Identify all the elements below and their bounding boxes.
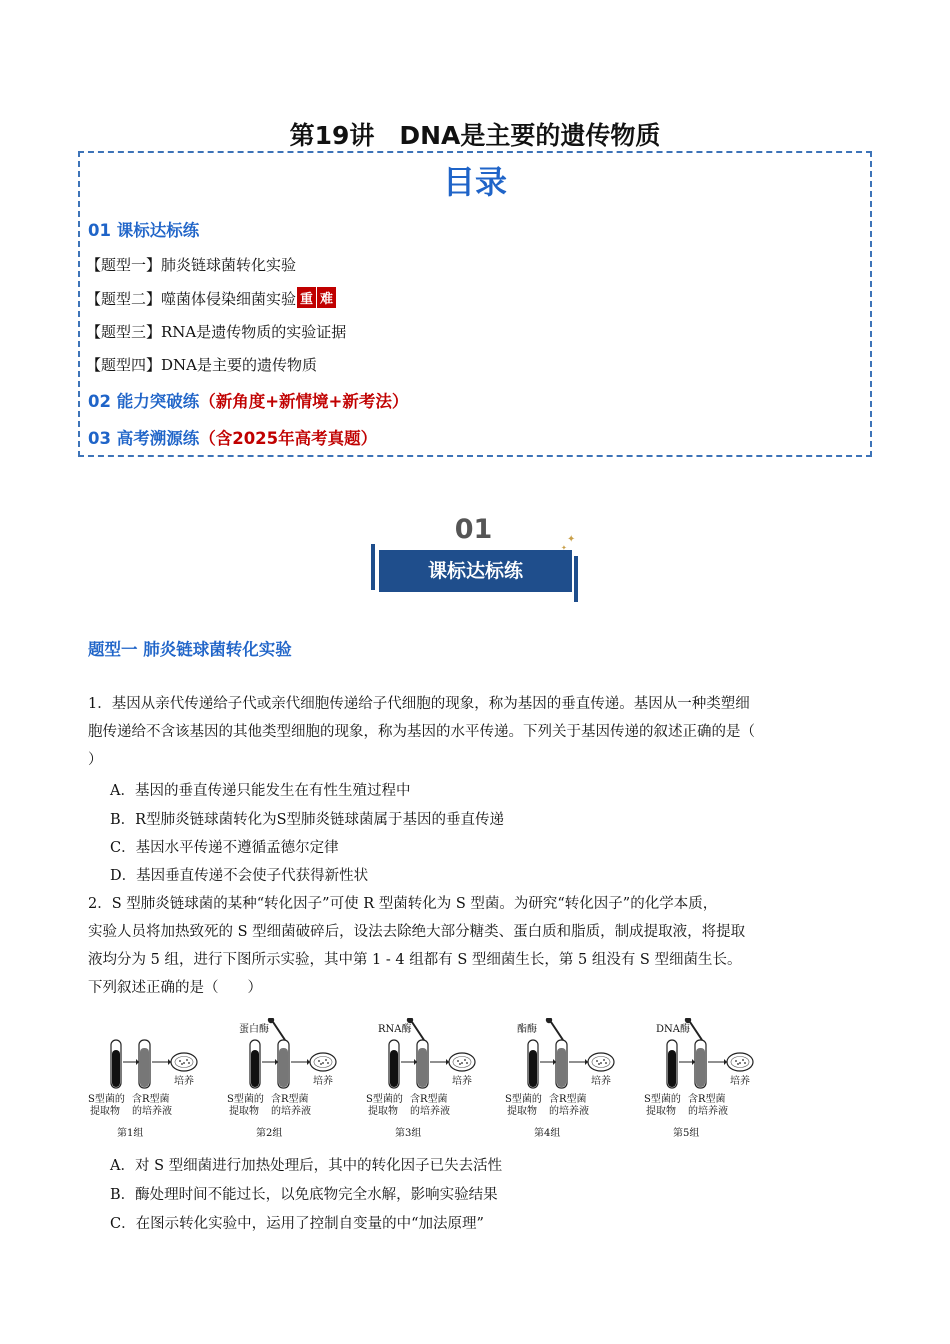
- bacteria-colony: [322, 1062, 324, 1064]
- toc-item-1[interactable]: 【题型一】肺炎链球菌转化实验: [86, 256, 297, 274]
- culture-liquid: [696, 1048, 705, 1087]
- toc-item-4[interactable]: 【题型四】DNA是主要的遗传物质: [86, 356, 317, 374]
- culture-label: 培养: [313, 1076, 333, 1087]
- group-label: 第1组: [117, 1128, 144, 1139]
- culture-medium-label-1: 含R型菌: [271, 1094, 309, 1105]
- extract-liquid: [668, 1050, 676, 1087]
- culture-medium-label-1: 含R型菌: [132, 1094, 170, 1105]
- culture-medium-label-1: 含R型菌: [688, 1094, 726, 1105]
- experiment-diagram: [86, 1018, 766, 1146]
- group-label: 第4组: [534, 1128, 561, 1139]
- page-title: 第19讲 DNA是主要的遗传物质: [289, 121, 661, 150]
- group-label: 第3组: [395, 1128, 422, 1139]
- bacteria-colony: [181, 1063, 183, 1065]
- banner-number: 01: [454, 514, 493, 545]
- bacteria-colony: [744, 1062, 746, 1064]
- bacteria-colony: [459, 1063, 461, 1065]
- question-2-line-1: 2．S 型肺炎链球菌的某种“转化因子”可使 R 型菌转化为 S 型菌。为研究“转化因子”的化学本质，: [88, 896, 718, 912]
- enzyme-label: 蛋白酶: [239, 1024, 269, 1035]
- extract-liquid: [251, 1050, 259, 1087]
- toc-section-1[interactable]: 01 课标达标练: [88, 221, 200, 240]
- bacteria-colony: [464, 1059, 466, 1061]
- culture-label: 培养: [730, 1076, 750, 1087]
- bacteria-colony: [327, 1062, 329, 1064]
- bacteria-colony: [596, 1060, 598, 1062]
- extract-label-1: S型菌的: [366, 1094, 403, 1105]
- extract-liquid: [529, 1050, 537, 1087]
- bacteria-colony: [186, 1059, 188, 1061]
- culture-medium-label-2: 的培养液: [688, 1106, 728, 1117]
- dropper-icon: [412, 1022, 424, 1040]
- bacteria-colony: [742, 1059, 744, 1061]
- culture-medium-label-2: 的培养液: [410, 1106, 450, 1117]
- difficulty-badge-nan: 难: [317, 287, 336, 308]
- bacteria-colony: [179, 1060, 181, 1062]
- question-2-option-a[interactable]: A．对 S 型细菌进行加热处理后，其中的转化因子已失去活性: [110, 1158, 503, 1174]
- question-1-line-3: ）: [88, 752, 103, 768]
- culture-label: 培养: [591, 1076, 611, 1087]
- sparkle-icon-small: ✦: [561, 544, 567, 552]
- extract-label-1: S型菌的: [644, 1094, 681, 1105]
- bacteria-colony: [735, 1060, 737, 1062]
- toc-section-3-label: 03 高考溯源练: [88, 429, 200, 448]
- culture-label: 培养: [452, 1076, 472, 1087]
- bacteria-colony: [598, 1063, 600, 1065]
- extract-liquid: [112, 1050, 120, 1087]
- toc-item-3[interactable]: 【题型三】RNA是遗传物质的实验证据: [86, 323, 347, 341]
- question-2-option-c[interactable]: C．在图示转化实验中，运用了控制自变量的中“加法原理”: [110, 1216, 484, 1232]
- bacteria-colony: [737, 1063, 739, 1065]
- question-1-option-c[interactable]: C．基因水平传递不遵循孟德尔定律: [110, 840, 339, 856]
- toc-heading: 目录: [442, 163, 507, 201]
- difficulty-badge-zhong: 重: [297, 287, 316, 308]
- bacteria-colony: [466, 1062, 468, 1064]
- toc-section-3-note: （含2025年高考真题）: [199, 429, 378, 448]
- group-label: 第5组: [673, 1128, 700, 1139]
- toc-item-2-label: 【题型二】噬菌体侵染细菌实验: [86, 290, 297, 308]
- dropper-icon: [551, 1022, 563, 1040]
- extract-label-2: 提取物: [646, 1106, 676, 1117]
- toc-section-2-note: （新角度+新情境+新考法）: [199, 392, 409, 411]
- bacteria-colony: [318, 1060, 320, 1062]
- group-label: 第2组: [256, 1128, 283, 1139]
- extract-label-1: S型菌的: [505, 1094, 542, 1105]
- culture-medium-label-2: 的培养液: [549, 1106, 589, 1117]
- question-1-option-b[interactable]: B．R型肺炎链球菌转化为S型肺炎链球菌属于基因的垂直传递: [110, 812, 505, 828]
- bacteria-colony: [457, 1060, 459, 1062]
- culture-liquid: [140, 1048, 149, 1087]
- bacteria-colony: [600, 1062, 602, 1064]
- bacteria-colony: [325, 1059, 327, 1061]
- culture-liquid: [279, 1048, 288, 1087]
- culture-medium-label-2: 的培养液: [132, 1106, 172, 1117]
- bacteria-colony: [320, 1063, 322, 1065]
- banner-label: 课标达标练: [427, 560, 523, 582]
- toc-section-2[interactable]: [88, 388, 408, 412]
- question-2-line-4: 下列叙述正确的是（ ）: [88, 980, 262, 996]
- culture-liquid: [557, 1048, 566, 1087]
- culture-label: 培养: [174, 1076, 194, 1087]
- extract-label-2: 提取物: [90, 1106, 120, 1117]
- culture-medium-label-1: 含R型菌: [410, 1094, 448, 1105]
- extract-label-2: 提取物: [229, 1106, 259, 1117]
- bacteria-colony: [603, 1059, 605, 1061]
- banner-right-bar: [574, 556, 578, 602]
- question-2-line-2: 实验人员将加热致死的 S 型细菌破碎后，设法去除绝大部分糖类、蛋白质和脂质，制成提取液，将提取: [88, 924, 746, 940]
- question-1-option-d[interactable]: D．基因垂直传递不会使子代获得新性状: [110, 868, 369, 884]
- table-of-contents: [78, 151, 872, 457]
- enzyme-label: 酯酶: [517, 1024, 537, 1035]
- bacteria-colony: [188, 1062, 190, 1064]
- question-1-option-a[interactable]: A．基因的垂直传递只能发生在有性生殖过程中: [110, 783, 411, 799]
- extract-label-2: 提取物: [368, 1106, 398, 1117]
- dropper-icon: [690, 1022, 702, 1040]
- extract-liquid: [390, 1050, 398, 1087]
- sparkle-icon: ✦: [567, 534, 576, 545]
- section-heading: 题型一 肺炎链球菌转化实验: [88, 640, 292, 659]
- dropper-icon: [273, 1022, 285, 1040]
- enzyme-label: DNA酶: [656, 1024, 690, 1035]
- bacteria-colony: [461, 1062, 463, 1064]
- extract-label-1: S型菌的: [88, 1094, 125, 1105]
- section-banner: [371, 514, 581, 600]
- question-1-line-1: 1．基因从亲代传递给子代或亲代细胞传递给子代细胞的现象，称为基因的垂直传递。基因从一种类塑细: [88, 696, 750, 712]
- bacteria-colony: [739, 1062, 741, 1064]
- culture-medium-label-2: 的培养液: [271, 1106, 311, 1117]
- toc-section-2-label: 02 能力突破练: [88, 392, 200, 411]
- culture-liquid: [418, 1048, 427, 1087]
- experiment-figure: [86, 1018, 766, 1146]
- culture-medium-label-1: 含R型菌: [549, 1094, 587, 1105]
- banner-left-bar: [371, 544, 375, 590]
- toc-section-3[interactable]: [88, 425, 377, 449]
- question-1-line-2: 胞传递给不含该基因的其他类型细胞的现象，称为基因的水平传递。下列关于基因传递的叙述正确的是（: [88, 724, 755, 740]
- question-2-line-3: 液均分为 5 组，进行下图所示实验，其中第 1 - 4 组都有 S 型细菌生长，第 5 组没有 S 型细菌生长。: [88, 952, 742, 968]
- toc-item-2[interactable]: [86, 287, 336, 309]
- bacteria-colony: [605, 1062, 607, 1064]
- bacteria-colony: [183, 1062, 185, 1064]
- extract-label-2: 提取物: [507, 1106, 537, 1117]
- extract-label-1: S型菌的: [227, 1094, 264, 1105]
- question-2-option-b[interactable]: B．酶处理时间不能过长，以免底物完全水解，影响实验结果: [110, 1187, 498, 1203]
- enzyme-label: RNA酶: [378, 1024, 412, 1035]
